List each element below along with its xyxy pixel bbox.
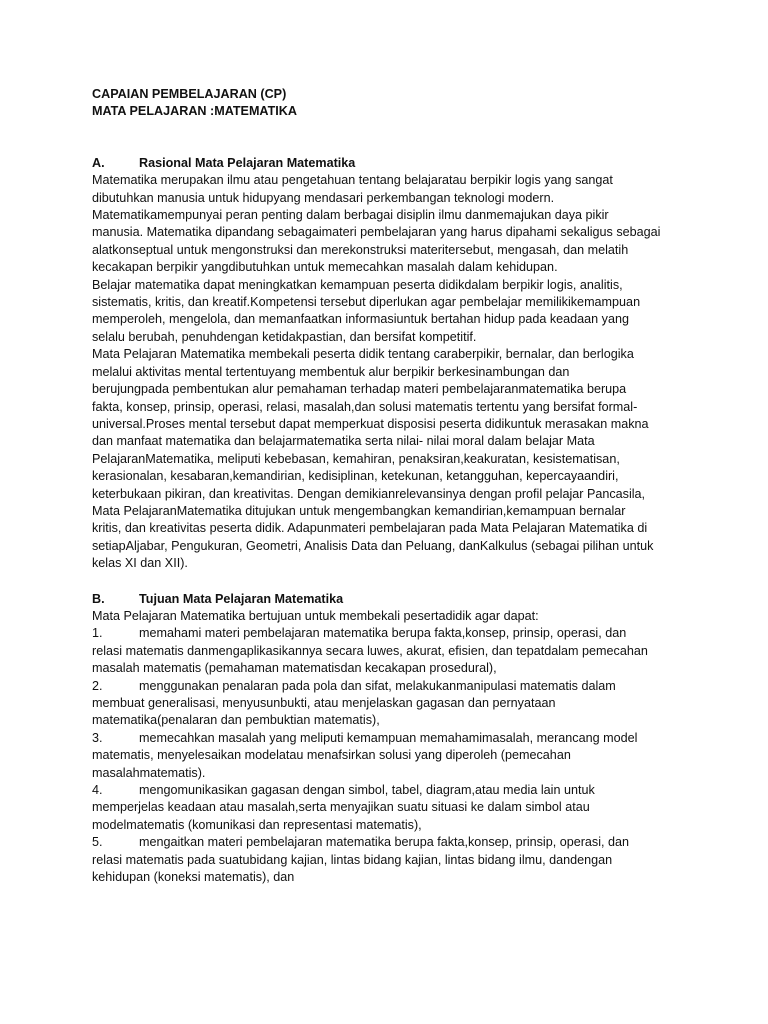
list-item-number: 4. (92, 783, 103, 798)
section-a-line: kritis, dan kreativitas peserta didik. Adapunmateri pembelajaran pada Mata Pelajaran Matematika di (92, 521, 648, 536)
list-item (92, 782, 682, 834)
list-item-continuation: modelmatematis (komunikasi dan representasi matematis), (92, 817, 422, 832)
section-a-line: Mata Pelajaran Matematika membekali peserta didik tentang caraberpikir, bernalar, dan berlogika (92, 347, 634, 362)
section-a-line: manusia. Matematika dipandang sebagaimateri pembelajaran yang harus dipahami sekaligus sebagai (92, 225, 661, 240)
list-item-continuation: masalahmatematis). (92, 765, 206, 780)
section-a-line: keterbukaan pikiran, dan kreativitas. Dengan demikianrelevansinya dengan profil pelajar Pancasila, (92, 486, 646, 501)
section-a-line: setiapAljabar, Pengukuran, Geometri, Analisis Data dan Peluang, danKalkulus (sebagai pilihan untuk (92, 538, 654, 553)
document-subtitle: MATA PELAJARAN :MATEMATIKA (92, 104, 297, 119)
document-page (92, 86, 682, 886)
list-item-number: 5. (92, 835, 103, 850)
list-item (92, 834, 682, 886)
section-a-line: dibutuhkan manusia untuk hidupyang mendasari perkembangan teknologi modern. (92, 190, 555, 205)
section-a-heading (92, 155, 682, 172)
section-a-line: kerasionalan, kesabaran,kemandirian, kedisiplinan, ketekunan, ketangguhan, kepercayaandiri, (92, 469, 619, 484)
list-item-continuation: matematika(penalaran dan pembuktian matematis), (92, 713, 380, 728)
list-item-text: mengomunikasikan gagasan dengan simbol, tabel, diagram,atau media lain untuk (139, 783, 595, 798)
section-a-line: kecakapan berpikir yangdibutuhkan untuk memecahkan masalah dalam kehidupan. (92, 260, 558, 275)
spacer (92, 121, 682, 155)
list-item-number: 2. (92, 678, 103, 693)
section-a-line: universal.Proses mental tersebut dapat memperkuat disposisi peserta didikuntuk merasakan makna (92, 416, 649, 431)
section-a-line: melalui aktivitas mental tertentuyang membentuk alur berpikir berkesinambungan dan (92, 364, 570, 379)
section-a-line: fakta, konsep, prinsip, operasi, relasi, masalah,dan solusi matematis tertentu yang bersifat formal- (92, 399, 638, 414)
list-item-continuation: memperjelas keadaan atau masalah,serta menyajikan suatu situasi ke dalam simbol atau (92, 800, 590, 815)
section-b-list (92, 625, 682, 886)
section-a-line: sistematis, kritis, dan kreatif.Kompetensi tersebut diperlukan agar pembelajar memilikikemampuan (92, 295, 641, 310)
list-item-continuation: kehidupan (koneksi matematis), dan (92, 870, 295, 885)
section-a-line: Matematikamempunyai peran penting dalam berbagai disiplin ilmu danmemajukan daya pikir (92, 208, 609, 223)
section-a-line: Belajar matematika dapat meningkatkan kemampuan peserta didikdalam berpikir logis, analitis, (92, 277, 623, 292)
list-item-number: 3. (92, 730, 103, 745)
list-item-first-line (92, 730, 682, 747)
section-a-body (92, 172, 682, 572)
list-item-first-line (92, 678, 682, 695)
section-a-line: alatkonseptual untuk mengonstruksi dan merekonstruksi materitersebut, mengasah, dan melatih (92, 242, 629, 257)
list-item-continuation: relasi matematis pada suatubidang kajian, lintas bidang kajian, lintas bidang ilmu, dandengan (92, 852, 613, 867)
document-title: CAPAIAN PEMBELAJARAN (CP) (92, 87, 287, 101)
list-item (92, 625, 682, 677)
list-item-text: memecahkan masalah yang meliputi kemampuan memahamimasalah, merancang model (139, 730, 638, 745)
section-b-title: Tujuan Mata Pelajaran Matematika (139, 591, 344, 606)
list-item-continuation: matematis, menyelesaikan modelatau menafsirkan solusi yang diperoleh (pemecahan (92, 748, 571, 763)
section-b-heading (92, 591, 682, 608)
section-a-line: Mata PelajaranMatematika ditujukan untuk mengembangkan kemandirian,kemampuan bernalar (92, 503, 626, 518)
list-item-continuation: masalah matematis (pemahaman matematisdan kecakapan prosedural), (92, 661, 497, 676)
list-item (92, 678, 682, 730)
section-a-letter: A. (92, 155, 105, 170)
section-a-line: PelajaranMatematika, meliputi kebebasan, kemahiran, penaksiran,keakuratan, kesistematisan, (92, 451, 620, 466)
list-item-continuation: membuat generalisasi, menyusunbukti, atau menjelaskan gagasan dan pernyataan (92, 696, 556, 710)
list-item-first-line (92, 834, 682, 851)
list-item (92, 730, 682, 782)
list-item-text: menggunakan penalaran pada pola dan sifat, melakukanmanipulasi matematis dalam (139, 678, 616, 693)
list-item-first-line (92, 625, 682, 642)
section-a-line: berujungpada pembentukan alur pemahaman terhadap materi pembelajaranmatematika berupa (92, 382, 627, 397)
section-b-intro: Mata Pelajaran Matematika bertujuan untuk membekali pesertadidik agar dapat: (92, 608, 539, 623)
list-item-number: 1. (92, 626, 103, 641)
section-a-line: selalu berubah, penuhdengan ketidakpastian, dan bersifat kompetitif. (92, 329, 477, 344)
section-a-line: kelas XI dan XII). (92, 556, 188, 571)
list-item-continuation: relasi matematis danmengaplikasikannya secara luwes, akurat, efisien, dan tepatdalam pemecahan (92, 643, 648, 658)
section-a-title: Rasional Mata Pelajaran Matematika (139, 155, 356, 170)
section-b-letter: B. (92, 591, 105, 606)
section-a-line: Matematika merupakan ilmu atau pengetahuan tentang belajaratau berpikir logis yang sangat (92, 173, 613, 188)
section-a-line: memperoleh, mengelola, dan memanfaatkan informasiuntuk bertahan hidup pada keadaan yang (92, 312, 629, 327)
list-item-text: memahami materi pembelajaran matematika berupa fakta,konsep, prinsip, operasi, dan (139, 626, 627, 641)
spacer (92, 573, 682, 591)
list-item-first-line (92, 782, 682, 799)
list-item-text: mengaitkan materi pembelajaran matematika berupa fakta,konsep, prinsip, operasi, dan (139, 835, 630, 850)
section-a-line: dan manfaat matematika dan belajarmatematika serta nilai- nilai moral dalam belajar Mata (92, 434, 595, 449)
